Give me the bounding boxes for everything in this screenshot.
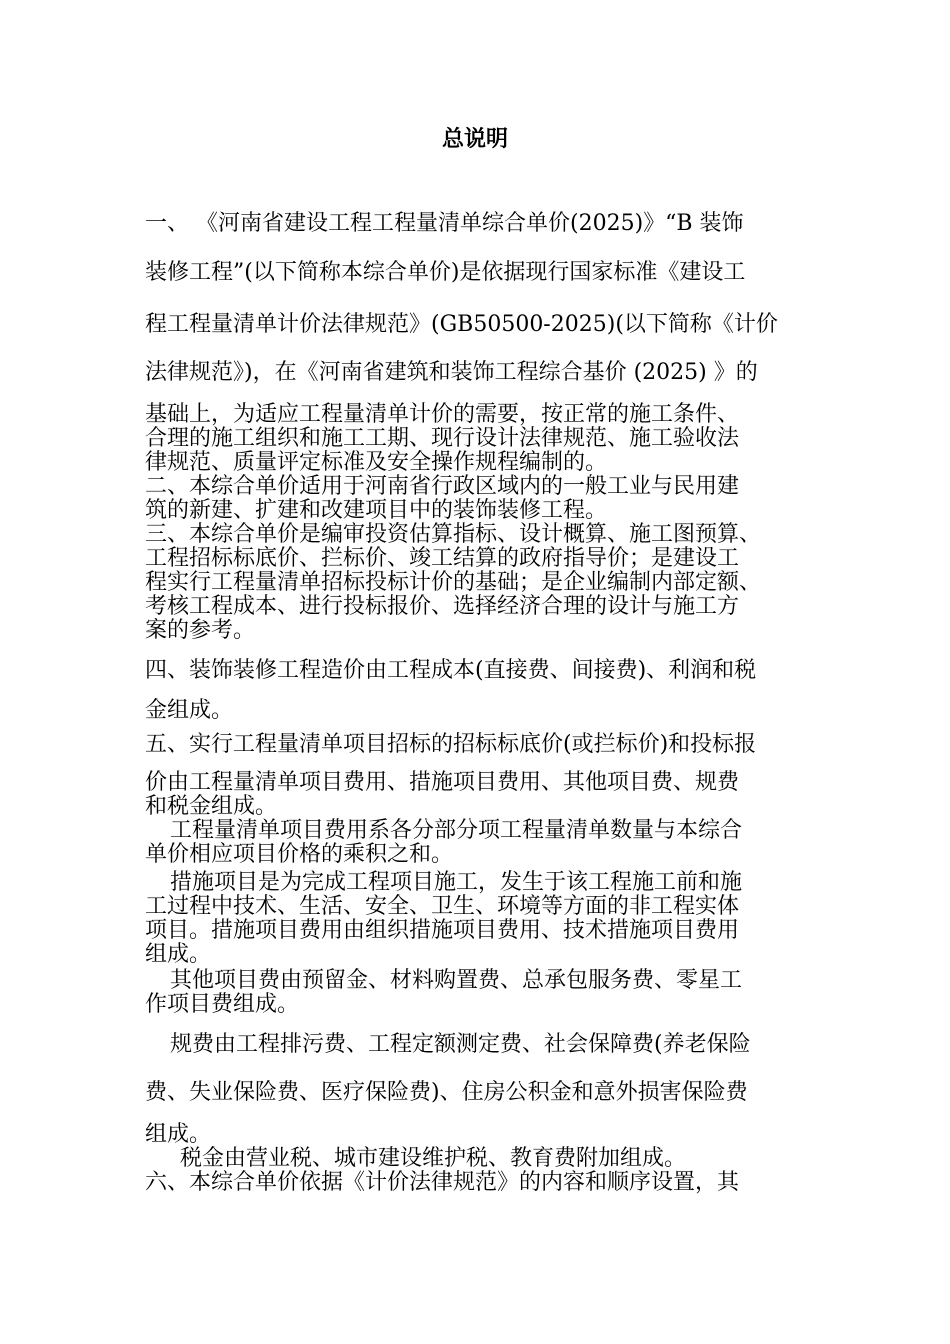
text-line: 程实行工程量清单招标投标计价的基础；是企业编制内部定额、	[145, 570, 762, 595]
text-line: 和税金组成。	[145, 794, 278, 819]
text-line: 工程量清单项目费用系各分部分项工程量清单数量与本综合	[170, 818, 743, 843]
text-line: 项目。措施项目费用由组织措施项目费用、技术措施项目费用	[145, 918, 740, 943]
text-line: 工过程中技术、生活、安全、卫生、环境等方面的非工程实体	[145, 894, 740, 919]
text-line: 筑的新建、扩建和改建项目中的装饰装修工程。	[145, 498, 608, 523]
text-line: 金组成。	[145, 698, 234, 723]
text-line: 装修工程”(以下简称本综合单价)是依据现行国家标准《建设工	[145, 260, 746, 285]
text-line: 六、本综合单价依据《计价法律规范》的内容和顺序设置，其	[145, 1170, 740, 1195]
text-line: 三、本综合单价是编审投资估算指标、设计概算、施工图预算、	[145, 522, 762, 547]
text-line: 规费由工程排污费、工程定额测定费、社会保障费(养老保险	[170, 1032, 751, 1057]
text-line: 一、 《河南省建设工程工程量清单综合单价(2025)》“B 装饰	[145, 211, 744, 236]
text-line: 五、实行工程量清单项目招标的招标标底价(或拦标价)和投标报	[145, 732, 757, 757]
text-line: 基础上，为适应工程量清单计价的需要，按正常的施工条件、	[145, 402, 740, 427]
text-line: 四、装饰装修工程造价由工程成本(直接费、间接费)、利润和税	[145, 658, 757, 683]
text-line: 合理的施工组织和施工工期、现行设计法律规范、施工验收法	[145, 426, 740, 451]
text-line: 措施项目是为完成工程项目施工，发生于该工程施工前和施	[170, 870, 743, 895]
page-title: 总说明	[441, 126, 508, 152]
text-line: 律规范、质量评定标准及安全操作规程编制的。	[145, 450, 608, 475]
text-line: 程工程量清单计价法律规范》(GB50500-2025)(以下简称《计价	[145, 312, 778, 337]
text-line: 价由工程量清单项目费用、措施项目费用、其他项目费、规费	[145, 770, 740, 795]
text-line: 案的参考。	[145, 618, 256, 643]
text-line: 工程招标标底价、拦标价、竣工结算的政府指导价；是建设工	[145, 546, 740, 571]
text-line: 税金由营业税、城市建设维护税、教育费附加组成。	[180, 1146, 687, 1171]
text-line: 考核工程成本、进行投标报价、选择经济合理的设计与施工方	[145, 594, 740, 619]
text-line: 法律规范》)，在《河南省建筑和装饰工程综合基价 (2025) 》的	[145, 360, 758, 385]
text-line: 组成。	[145, 1122, 212, 1147]
text-line: 作项目费组成。	[145, 992, 300, 1017]
text-line: 二、本综合单价适用于河南省行政区域内的一般工业与民用建	[145, 474, 740, 499]
text-line: 单价相应项目价格的乘积之和。	[145, 842, 454, 867]
text-line: 费、失业保险费、医疗保险费)、住房公积金和意外损害保险费	[145, 1080, 748, 1105]
text-line: 组成。	[145, 942, 212, 967]
text-line: 其他项目费由预留金、材料购置费、总承包服务费、零星工	[170, 968, 743, 993]
